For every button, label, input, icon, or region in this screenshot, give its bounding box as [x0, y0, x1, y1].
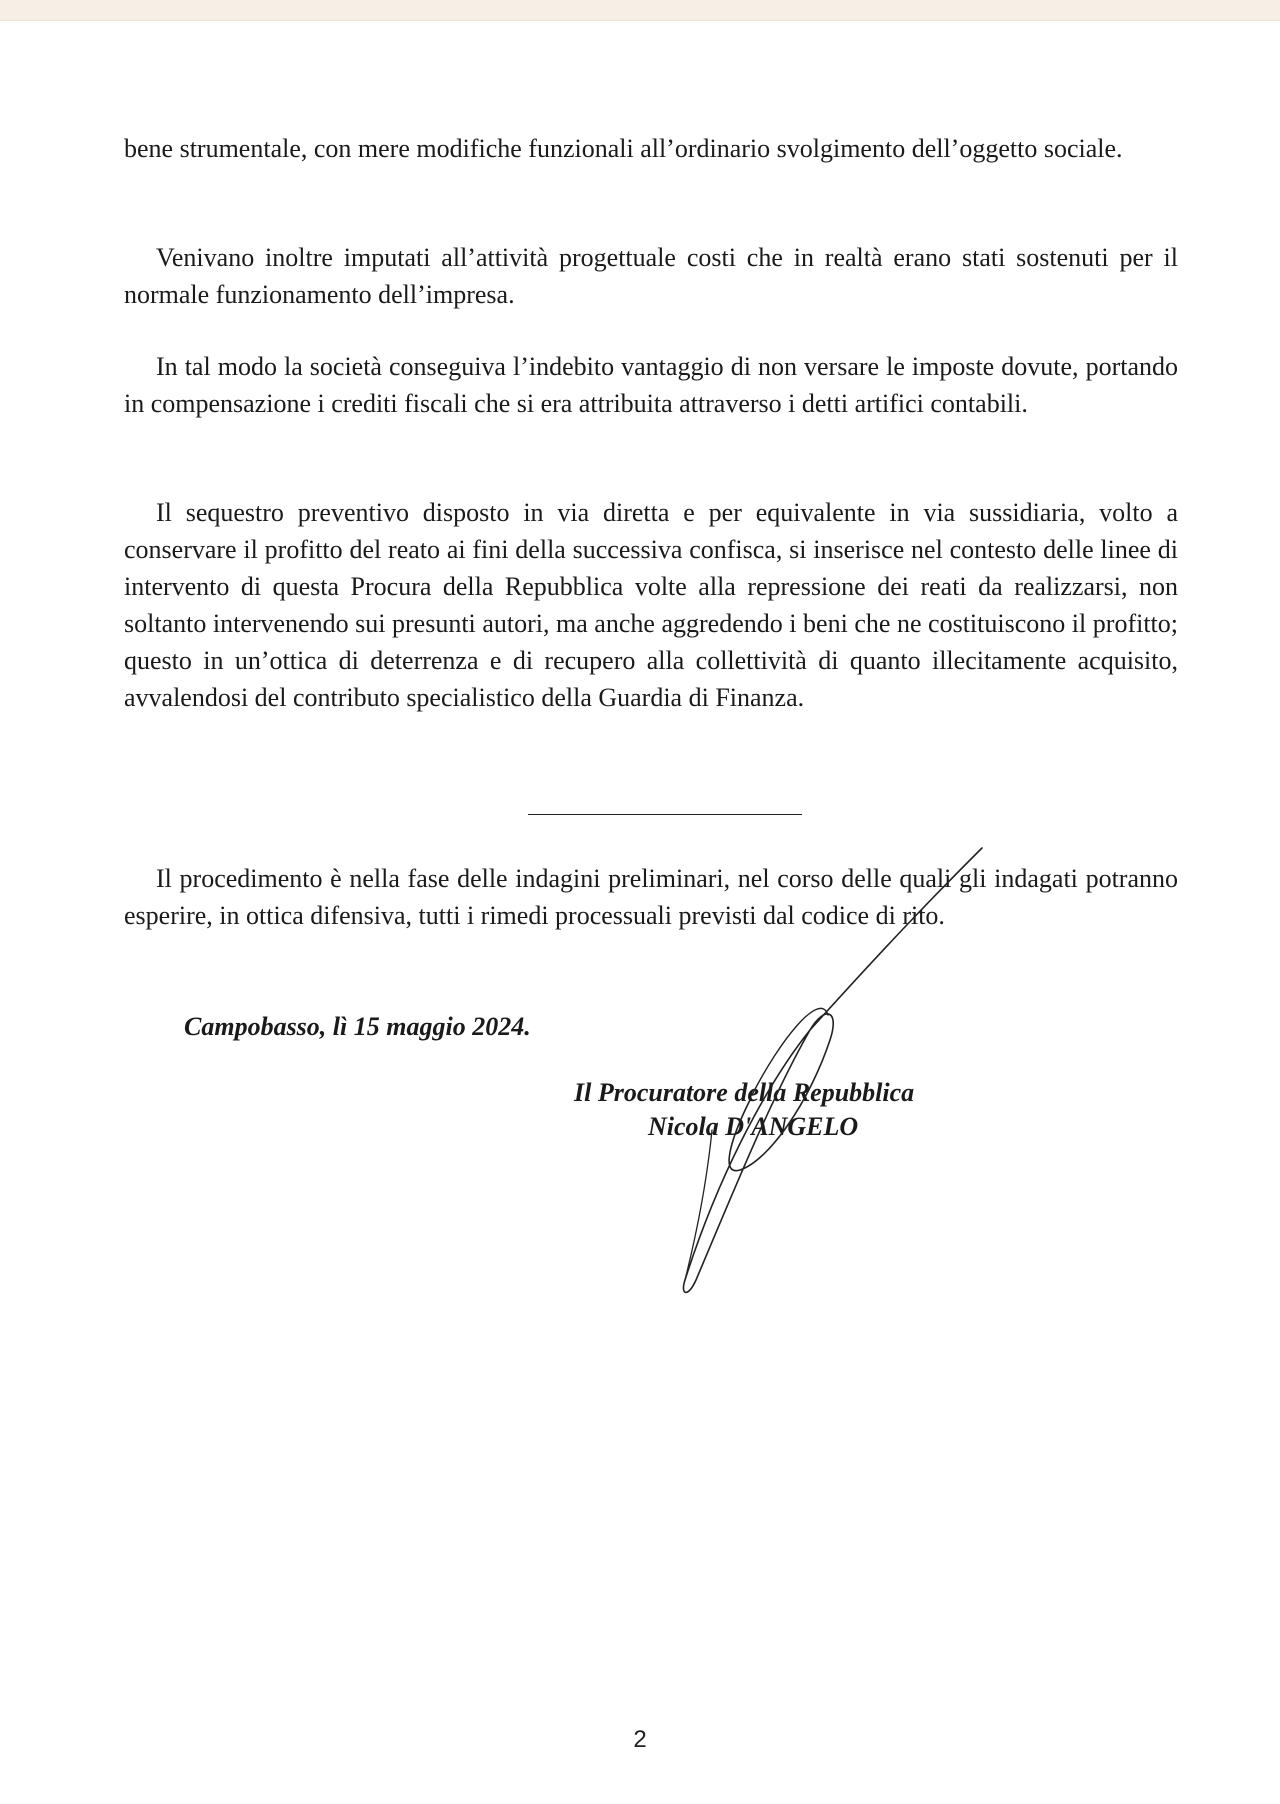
handwritten-signature [660, 840, 1000, 1320]
place-date: Campobasso, lì 15 maggio 2024. [184, 1012, 531, 1041]
signatory-title: Il Procuratore della Repubblica [574, 1078, 915, 1107]
document-page [0, 20, 1280, 1804]
paragraph-3: In tal modo la società conseguiva l’indebito vantaggio di non versare le imposte dovute, portando in compensazione i crediti fiscali che si era attribuita attraverso i detti artifici contabili. [124, 352, 1178, 418]
signatory-name: Nicola D'ANGELO [648, 1112, 859, 1141]
paragraph-4: Il sequestro preventivo disposto in via diretta e per equivalente in via sussidiaria, volto a conservare il profitto del reato ai fini della successiva confisca, si inserisce nel contesto delle linee di intervento di questa Procura della Repubblica volte alla repressione dei reati da realizzarsi, non soltanto intervenendo sui presunti autori, ma anche aggredendo i beni che ne costituiscono il profitto; questo in un’ottica di deterrenza e di recupero alla collettività di quanto illecitamente acquisito, avvalendosi del contributo specialistico della Guardia di Finanza. [124, 498, 1178, 712]
page-number: 2 [633, 1726, 647, 1753]
paragraph-1: bene strumentale, con mere modifiche funzionali all’ordinario svolgimento dell’oggetto sociale. [124, 134, 1123, 163]
paragraph-5: Il procedimento è nella fase delle indagini preliminari, nel corso delle quali gli indagati potranno esperire, in ottica difensiva, tutti i rimedi processuali previsti dal codice di rito. [124, 864, 1178, 930]
viewer-top-strip [0, 0, 1280, 21]
paragraph-2: Venivano inoltre imputati all’attività progettuale costi che in realtà erano stati sostenuti per il normale funzionamento dell’impresa. [124, 243, 1178, 309]
section-separator [528, 814, 802, 815]
